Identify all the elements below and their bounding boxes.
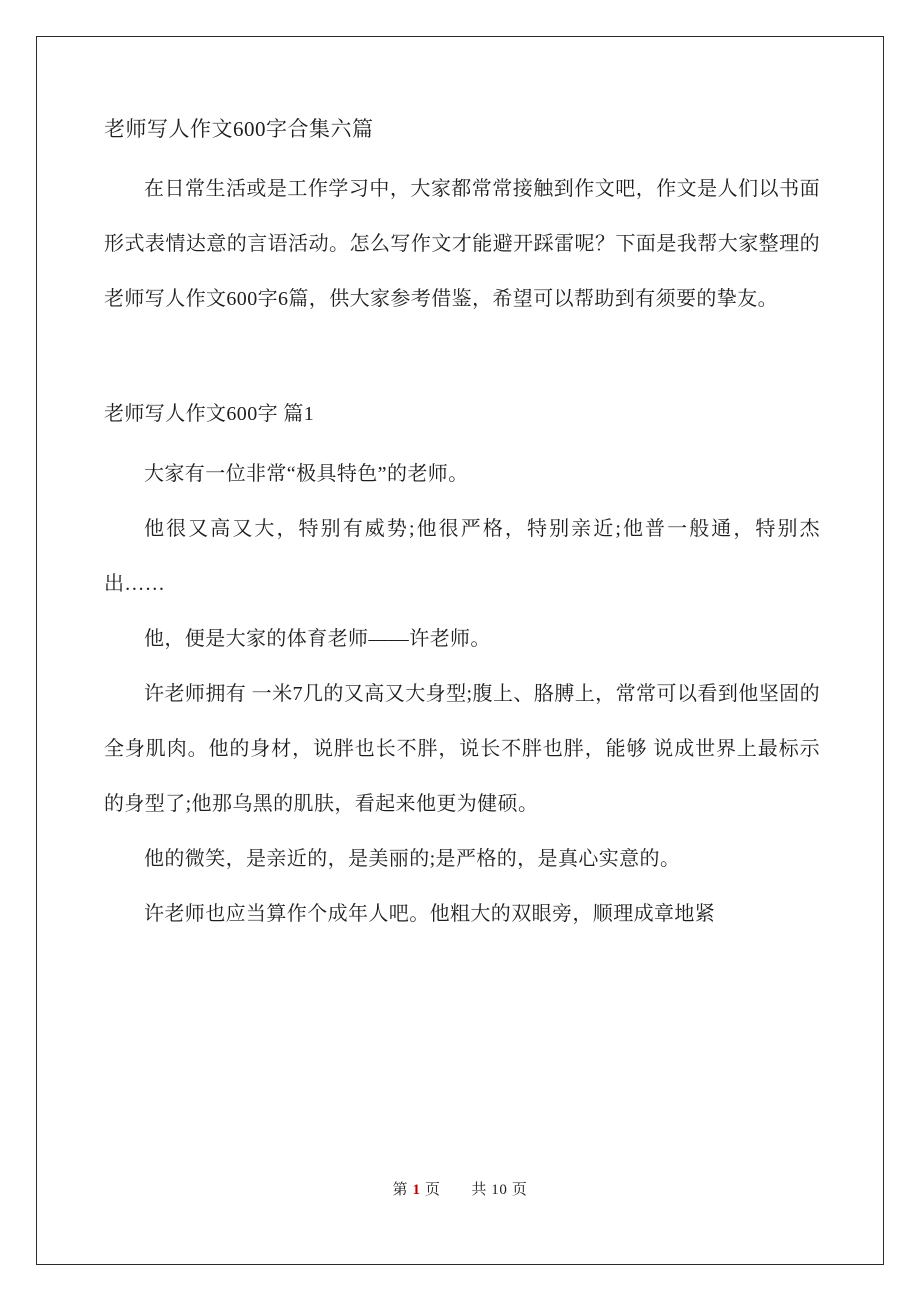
footer-page-number: 1 bbox=[412, 1182, 421, 1198]
section-paragraph-5: 他的微笑，是亲近的，是美丽的;是严格的，是真心实意的。 bbox=[144, 848, 681, 870]
document-title: 老师写人作文600字合集六篇 bbox=[104, 117, 374, 141]
section-paragraph-4: 许老师拥有 一米7几的又高又大身型;腹上、胳膊上，常常可以看到他坚固的全身肌肉。他的身材，说胖也长不胖，说长不胖也胖，能够 说成世界上最标示的身型了;他那乌黑的肌肤，看起来他更为健硕。 bbox=[104, 683, 820, 815]
intro-paragraph: 在日常生活或是工作学习中，大家都常常接触到作文吧，作文是人们以书面形式表情达意的言语活动。怎么写作文才能避开踩雷呢？下面是我帮大家整理的老师写人作文600字6篇，供大家参考借鉴，希望可以帮助到有须要的挚友。 bbox=[104, 178, 820, 310]
footer-page-prefix: 第 bbox=[392, 1182, 409, 1198]
footer-total-pages: 10 bbox=[491, 1182, 508, 1198]
footer-total-suffix: 页 bbox=[511, 1182, 528, 1198]
section-paragraph-3: 他，便是大家的体育老师——许老师。 bbox=[144, 628, 491, 650]
section-heading-1: 老师写人作文600字 篇1 bbox=[104, 403, 315, 425]
section-paragraph-6: 许老师也应当算作个成年人吧。他粗大的双眼旁，顺理成章地紧 bbox=[144, 903, 716, 925]
footer-total-prefix: 共 bbox=[471, 1182, 487, 1198]
footer-page-suffix: 页 bbox=[424, 1182, 441, 1198]
section-paragraph-1: 大家有一位非常“极具特色”的老师。 bbox=[144, 463, 469, 485]
document-content bbox=[104, 112, 820, 942]
page-footer bbox=[36, 1178, 884, 1199]
section-spacer bbox=[104, 327, 820, 391]
section-paragraph-2: 他很又高又大，特别有威势;他很严格，特别亲近;他普一般通，特别杰出…… bbox=[104, 518, 820, 595]
